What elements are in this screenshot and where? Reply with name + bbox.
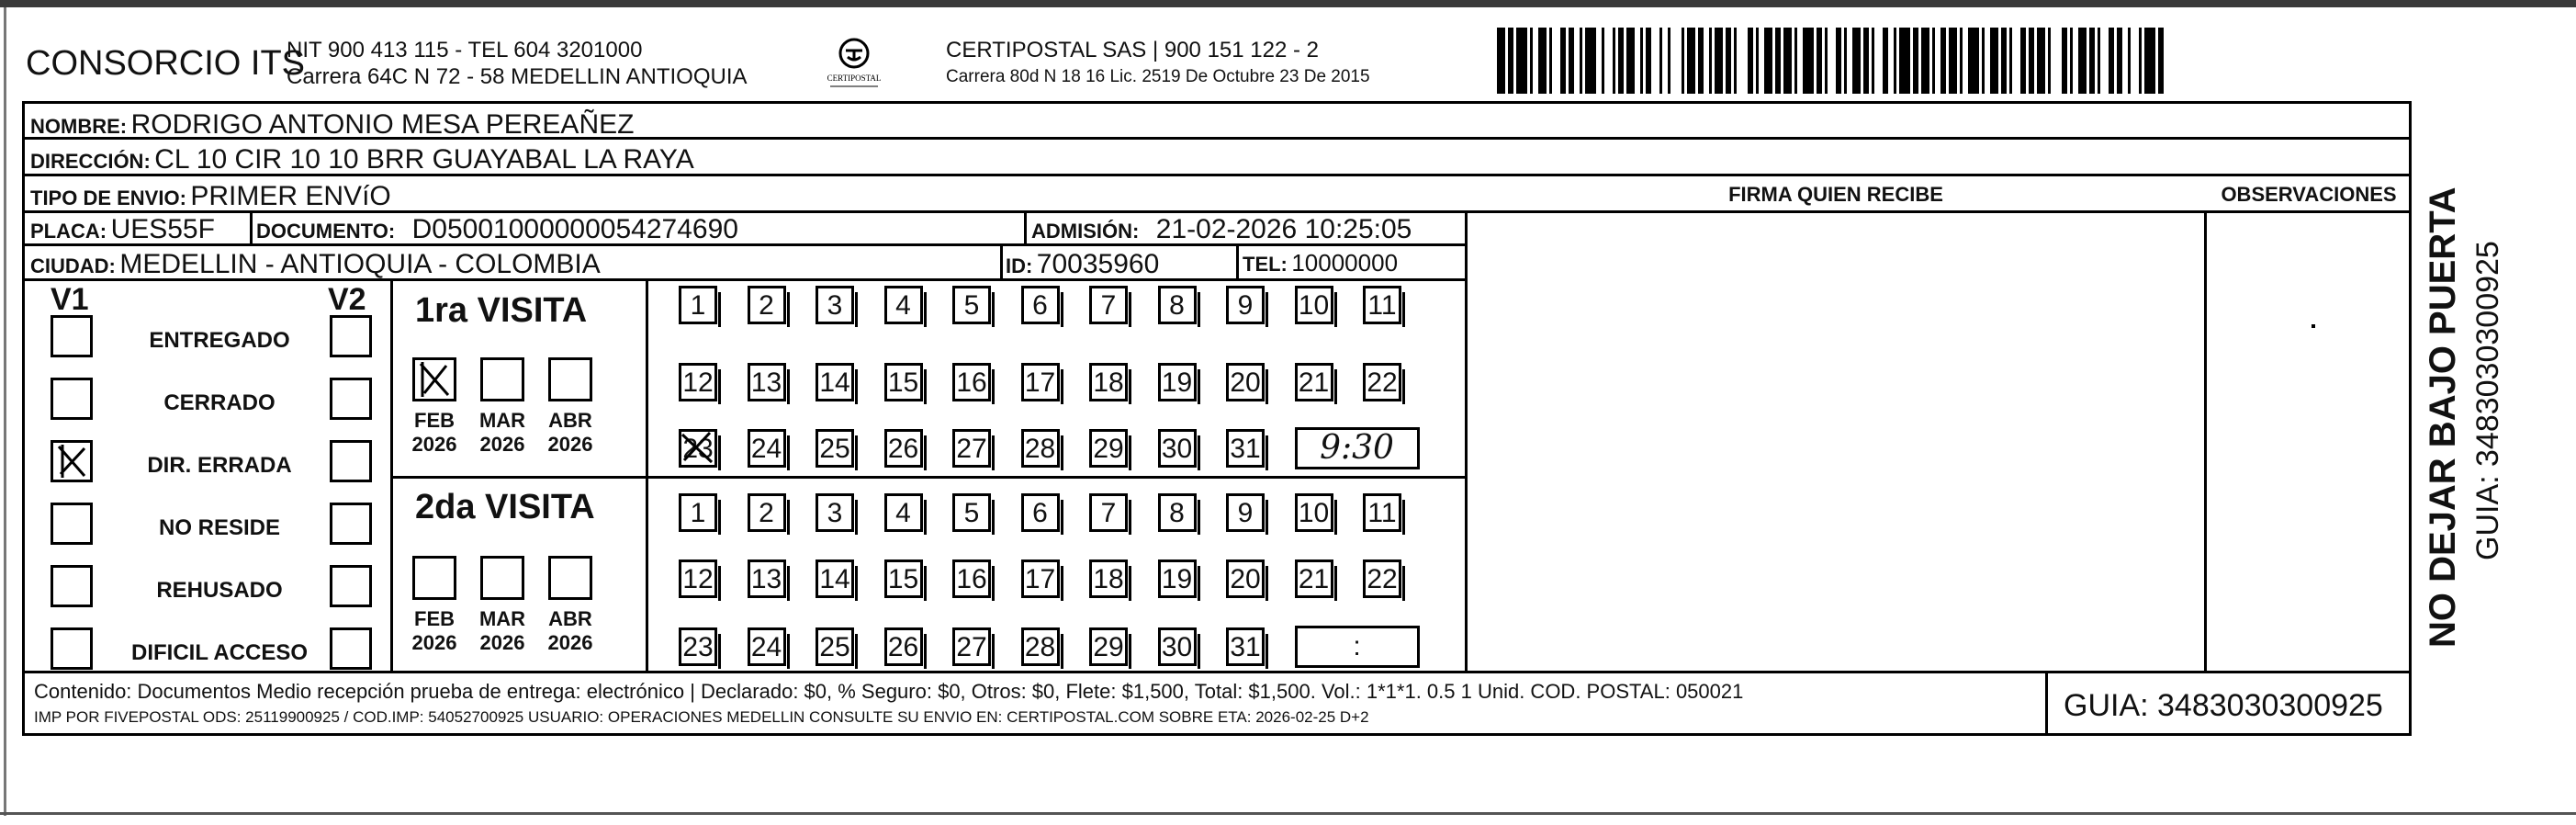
visit2-month-name: MAR — [478, 607, 526, 630]
visit1-time-box[interactable]: 9:30 — [1295, 427, 1420, 469]
barcode-bar — [1921, 28, 1929, 94]
visit1-day-26[interactable]: 26 — [884, 429, 923, 468]
visit2-day-5[interactable]: 5 — [952, 493, 991, 532]
scan-left-edge — [4, 7, 6, 816]
certipostal-logo — [817, 35, 891, 96]
visit2-month-checkbox[interactable] — [548, 556, 592, 600]
company-name: CONSORCIO ITS — [26, 44, 306, 83]
v2-checkbox[interactable] — [330, 627, 372, 670]
visit1-month-checkbox[interactable] — [412, 357, 456, 401]
visit2-day-31[interactable]: 31 — [1226, 627, 1265, 666]
footer-contenido: Contenido: Documentos Medio recepción prueba de entrega: electrónico | Declarado: $0, % Seguro: $0, Otros: $0, Flete: $1,500, Total: $1,500. Vol.: 1*1*1. 0.5 1 Unid. COD. POSTAL: 050021 — [34, 680, 1744, 703]
barcode-bar — [1604, 28, 1613, 94]
company-address: Carrera 64C N 72 - 58 MEDELLIN ANTIOQUIA — [287, 64, 748, 89]
visit2-day-30[interactable]: 30 — [1158, 627, 1197, 666]
visit2-month-label — [475, 607, 530, 655]
visit1-day-5[interactable]: 5 — [952, 286, 991, 324]
visit1-day-21[interactable]: 21 — [1295, 363, 1333, 401]
scan-bottom-edge — [0, 812, 2576, 815]
visit2-day-11[interactable]: 11 — [1363, 493, 1401, 532]
visit1-day-15[interactable]: 15 — [884, 363, 923, 401]
certipostal-address: Carrera 80d N 18 16 Lic. 2519 De Octubre 23 De 2015 — [946, 67, 1370, 86]
barcode-bar — [2051, 28, 2062, 94]
visit2-day-17[interactable]: 17 — [1021, 559, 1060, 598]
v1-checkbox[interactable] — [51, 627, 93, 670]
visit2-month-year: 2026 — [411, 631, 457, 654]
visit2-day-28[interactable]: 28 — [1021, 627, 1060, 666]
visit2-month-year: 2026 — [547, 631, 593, 654]
side-warning: NO DEJAR BAJO PUERTA — [2423, 186, 2463, 648]
visit1-month-year: 2026 — [547, 433, 593, 456]
barcode-bar — [1516, 28, 1527, 94]
v2-label: V2 — [328, 282, 366, 317]
direccion-label: DIRECCIÓN: — [30, 150, 151, 173]
visit2-day-8[interactable]: 8 — [1158, 493, 1197, 532]
visit2-month-checkbox[interactable] — [480, 556, 524, 600]
visit2-month-label — [543, 607, 598, 655]
observaciones-header: OBSERVACIONES — [2221, 183, 2397, 206]
barcode-bar — [2131, 28, 2139, 94]
tel-value: 10000000 — [1291, 249, 1399, 277]
barcode-bar — [1715, 28, 1723, 94]
barcode-bar — [1828, 28, 1836, 94]
v1-checkbox[interactable] — [51, 440, 93, 482]
visit1-day-1[interactable]: 1 — [679, 286, 717, 324]
visit1-day-10[interactable]: 10 — [1295, 286, 1333, 324]
visit1-day-14[interactable]: 14 — [816, 363, 854, 401]
placa-label: PLACA: — [30, 220, 107, 243]
barcode-bar — [2100, 28, 2109, 94]
visit1-day-24[interactable]: 24 — [748, 429, 786, 468]
ciudad-label: CIUDAD: — [30, 254, 116, 277]
visit1-day-17[interactable]: 17 — [1021, 363, 1060, 401]
status-label-entregado: ENTREGADO — [149, 328, 290, 353]
visit1-day-2[interactable]: 2 — [748, 286, 786, 324]
visit2-day-7[interactable]: 7 — [1089, 493, 1128, 532]
v2-checkbox[interactable] — [330, 378, 372, 420]
barcode-bar — [2037, 28, 2045, 94]
visit1-month-name: FEB — [414, 409, 455, 432]
visit2-day-15[interactable]: 15 — [884, 559, 923, 598]
documento-value: D05001000000054274690 — [411, 214, 738, 244]
id-label: ID: — [1006, 254, 1033, 277]
v2-checkbox[interactable] — [330, 565, 372, 607]
v2-checkbox[interactable] — [330, 315, 372, 357]
visit1-month-year: 2026 — [479, 433, 525, 456]
status-label-dir-errada: DIR. ERRADA — [147, 453, 292, 478]
visit2-day-20[interactable]: 20 — [1226, 559, 1265, 598]
barcode-bar — [1651, 28, 1659, 94]
documento-label: DOCUMENTO: — [256, 220, 396, 243]
barcode-bar — [1497, 28, 1505, 94]
barcode-bar — [2078, 28, 2087, 94]
barcode-bar — [1737, 28, 1748, 94]
status-label-no-reside: NO RESIDE — [158, 515, 281, 540]
visit2-day-18[interactable]: 18 — [1089, 559, 1128, 598]
barcode-bar — [1949, 28, 1957, 94]
visit1-month-checkbox[interactable] — [548, 357, 592, 401]
barcode-bar — [1899, 28, 1910, 94]
barcode-bar — [2144, 28, 2155, 94]
visit2-time-box[interactable]: : — [1295, 626, 1420, 668]
ciudad-value: MEDELLIN - ANTIOQUIA - COLOMBIA — [119, 249, 601, 279]
status-label-dificil-acceso: DIFICIL ACCESO — [130, 640, 308, 665]
visit2-day-19[interactable]: 19 — [1158, 559, 1197, 598]
visit1-title: 1ra VISITA — [415, 291, 588, 330]
certipostal-info — [946, 37, 1370, 90]
visit2-title: 2da VISITA — [415, 488, 595, 526]
visit1-month-checkbox[interactable] — [480, 357, 524, 401]
visit2-day-23[interactable]: 23 — [679, 627, 717, 666]
visit1-day-22[interactable]: 22 — [1363, 363, 1401, 401]
admision-value: 21-02-2026 10:25:05 — [1155, 214, 1412, 244]
v1-label: V1 — [51, 282, 89, 317]
nombre-label: NOMBRE: — [30, 115, 128, 138]
scan-top-edge — [0, 0, 2576, 7]
visit1-day-30[interactable]: 30 — [1158, 429, 1197, 468]
barcode-bar — [1670, 28, 1682, 94]
visit2-day-12[interactable]: 12 — [679, 559, 717, 598]
visit1-day-4[interactable]: 4 — [884, 286, 923, 324]
visit1-month-name: MAR — [478, 409, 526, 432]
visit1-day-7[interactable]: 7 — [1089, 286, 1128, 324]
company-info — [287, 37, 748, 90]
visit1-day-3[interactable]: 3 — [816, 286, 854, 324]
observaciones-mark — [2312, 324, 2315, 328]
nombre-value: RODRIGO ANTONIO MESA PEREAÑEZ — [130, 109, 635, 140]
visit1-day-11[interactable]: 11 — [1363, 286, 1401, 324]
v1-checkbox[interactable] — [51, 378, 93, 420]
visit1-month-label — [475, 409, 530, 457]
visit1-month-label — [407, 409, 462, 457]
barcode-bar — [1552, 28, 1560, 94]
barcode-bar — [1803, 28, 1814, 94]
visit2-day-16[interactable]: 16 — [952, 559, 991, 598]
visit2-day-13[interactable]: 13 — [748, 559, 786, 598]
footer-impresion: IMP POR FIVEPOSTAL ODS: 25119900925 / COD.IMP: 54052700925 USUARIO: OPERACIONES MEDELLIN CONSULTE SU ENVIO EN: CERTIPOSTAL.COM SOBRE ETA: 2026-02-25 D+2 — [34, 708, 1369, 726]
logo-text: CERTIPOSTAL — [827, 73, 882, 83]
visit2-day-21[interactable]: 21 — [1295, 559, 1333, 598]
visit2-day-29[interactable]: 29 — [1089, 627, 1128, 666]
visit2-day-14[interactable]: 14 — [816, 559, 854, 598]
visit2-month-name: FEB — [414, 607, 455, 630]
barcode-bar — [1687, 28, 1695, 94]
visit1-day-28[interactable]: 28 — [1021, 429, 1060, 468]
visit1-day-8[interactable]: 8 — [1158, 286, 1197, 324]
v1-checkbox[interactable] — [51, 503, 93, 545]
barcode-bar — [1874, 28, 1883, 94]
visit1-day-25[interactable]: 25 — [816, 429, 854, 468]
nit-line: NIT 900 413 115 - TEL 604 3201000 — [287, 38, 643, 62]
visit1-day-12[interactable]: 12 — [679, 363, 717, 401]
direccion-value: CL 10 CIR 10 10 BRR GUAYABAL LA RAYA — [154, 144, 694, 175]
visit2-month-checkbox[interactable] — [412, 556, 456, 600]
visit2-month-year: 2026 — [479, 631, 525, 654]
visit1-month-year: 2026 — [411, 433, 457, 456]
visit1-day-18[interactable]: 18 — [1089, 363, 1128, 401]
visit1-day-16[interactable]: 16 — [952, 363, 991, 401]
barcode-bar — [1968, 28, 1979, 94]
barcode-bar — [1990, 28, 1998, 94]
barcode-bar — [1783, 28, 1792, 94]
visit1-month-label — [543, 409, 598, 457]
visit1-day-20[interactable]: 20 — [1226, 363, 1265, 401]
placa-value: UES55F — [110, 214, 215, 244]
tel-label: TEL: — [1243, 253, 1288, 276]
visit2-day-1[interactable]: 1 — [679, 493, 717, 532]
visit2-month-name: ABR — [548, 607, 592, 630]
visit2-day-27[interactable]: 27 — [952, 627, 991, 666]
visit1-day-29[interactable]: 29 — [1089, 429, 1128, 468]
tipo-envio-value: PRIMER ENVíO — [190, 181, 391, 211]
visit2-day-10[interactable]: 10 — [1295, 493, 1333, 532]
visit1-day-9[interactable]: 9 — [1226, 286, 1265, 324]
visit2-day-3[interactable]: 3 — [816, 493, 854, 532]
admision-label: ADMISIÓN: — [1031, 220, 1140, 243]
visit1-day-19[interactable]: 19 — [1158, 363, 1197, 401]
visit2-day-25[interactable]: 25 — [816, 627, 854, 666]
barcode-bar — [1626, 28, 1635, 94]
id-value: 70035960 — [1036, 249, 1160, 279]
footer-guia: GUIA: 3483030300925 — [2064, 688, 2383, 723]
certipostal-line: CERTIPOSTAL SAS | 900 151 122 - 2 — [946, 38, 1319, 62]
barcode-bar — [1538, 28, 1547, 94]
v1-checkbox[interactable] — [51, 565, 93, 607]
barcode-bar — [1852, 28, 1861, 94]
side-guia: GUIA: 3483030300925 — [2470, 241, 2505, 560]
barcode-bar — [1764, 28, 1772, 94]
visit1-day-23[interactable]: 23 — [679, 429, 717, 468]
v2-checkbox[interactable] — [330, 440, 372, 482]
visit2-month-label — [407, 607, 462, 655]
visit2-day-6[interactable]: 6 — [1021, 493, 1060, 532]
visit1-day-6[interactable]: 6 — [1021, 286, 1060, 324]
barcode-bar — [2012, 28, 2020, 94]
firma-header: FIRMA QUIEN RECIBE — [1728, 183, 1943, 206]
visit1-day-13[interactable]: 13 — [748, 363, 786, 401]
visit1-month-name: ABR — [548, 409, 592, 432]
visit2-day-24[interactable]: 24 — [748, 627, 786, 666]
visit2-day-26[interactable]: 26 — [884, 627, 923, 666]
visit1-day-31[interactable]: 31 — [1226, 429, 1265, 468]
visit1-day-27[interactable]: 27 — [952, 429, 991, 468]
v2-checkbox[interactable] — [330, 503, 372, 545]
status-label-cerrado: CERRADO — [163, 390, 276, 415]
status-label-rehusado: REHUSADO — [156, 578, 283, 603]
visit2-day-2[interactable]: 2 — [748, 493, 786, 532]
visit2-day-4[interactable]: 4 — [884, 493, 923, 532]
barcode-bar — [2158, 28, 2164, 94]
barcode — [1497, 28, 2232, 94]
v1-checkbox[interactable] — [51, 315, 93, 357]
visit2-day-9[interactable]: 9 — [1226, 493, 1265, 532]
barcode-bar — [1585, 28, 1596, 94]
visit2-day-22[interactable]: 22 — [1363, 559, 1401, 598]
tipo-envio-label: TIPO DE ENVIO: — [30, 186, 186, 209]
delivery-form — [22, 101, 2412, 736]
